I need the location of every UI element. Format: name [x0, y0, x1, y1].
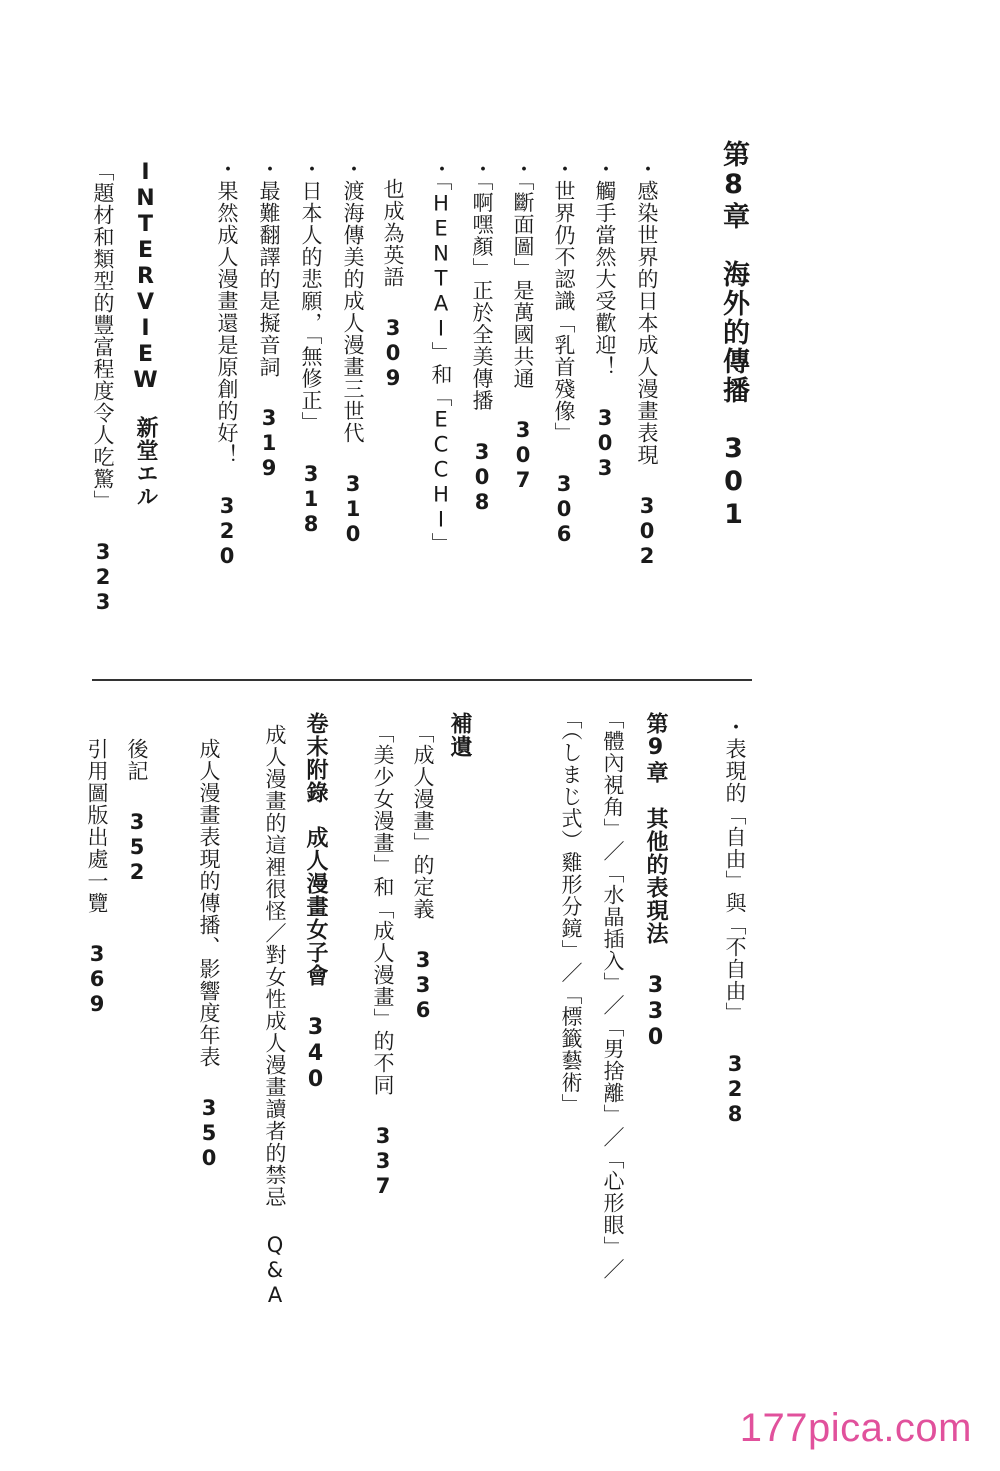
toc-item-page: 350	[197, 1096, 221, 1171]
appendix-line[interactable]	[264, 724, 285, 1308]
toc-item-text: ・「HENTAI」和「ECCHI」	[429, 158, 453, 555]
toc-item-page: 318	[299, 461, 323, 537]
toc-item-text: ・表現的「自由」與「不自由」	[723, 716, 747, 1024]
toc-item[interactable]	[382, 178, 403, 391]
toc-item-text: ・「啊嘿顏」正於全美傳播	[470, 158, 494, 412]
appendix-heading	[304, 712, 326, 1093]
watermark-text: 177pica.com	[739, 1406, 972, 1450]
appendix-line-text: 成人漫畫的這裡很怪／對女性成人漫畫讀者的禁忌 Q&A	[263, 724, 287, 1308]
toc-item[interactable]	[553, 158, 574, 547]
toc-item-page: 308	[470, 439, 494, 515]
toc-item-text: ・「斷面圖」是萬國共通	[511, 158, 535, 390]
toc-item-text: ・日本人的悲願，「無修正」	[299, 158, 323, 434]
section-divider	[92, 679, 752, 681]
toc-item-text: ・世界仍不認識「乳首殘像」	[552, 158, 576, 444]
toc-item-text: 成人漫畫表現的傳播、影響度年表	[197, 738, 221, 1068]
toc-item[interactable]	[92, 160, 113, 615]
toc-item[interactable]	[512, 158, 533, 493]
chapter9-heading	[644, 712, 666, 1051]
appendix-label: 卷末附錄	[303, 712, 328, 804]
interview-name: 新堂エル	[133, 416, 158, 508]
toc-item-page: 319	[257, 406, 281, 481]
chapter9-line-text: 「（しまじ式）雞形分鏡」／「標籤藝術」	[559, 708, 583, 1116]
toc-item-page: 309	[381, 316, 405, 391]
interview-page: 323	[91, 540, 115, 615]
appendix-page: 340	[303, 1015, 328, 1093]
toc-item[interactable]	[724, 716, 745, 1127]
chapter8-heading	[720, 140, 747, 532]
toc-item-text: ・最難翻譯的是擬音詞	[257, 158, 281, 378]
toc-item-page: 302	[635, 494, 659, 569]
chapter9-line[interactable]	[602, 708, 623, 1280]
toc-item-text: 「成人漫畫」的定義	[411, 722, 435, 920]
toc-item-page: 337	[371, 1124, 395, 1199]
toc-item[interactable]	[594, 158, 615, 481]
toc-item[interactable]	[372, 722, 393, 1199]
toc-item[interactable]	[300, 158, 321, 537]
toc-item-page: 307	[511, 417, 535, 493]
toc-item-text: 後記	[125, 738, 149, 782]
toc-item[interactable]	[412, 722, 433, 1023]
chapter9-page: 330	[643, 973, 668, 1051]
appendix-title: 成人漫畫女子會	[303, 826, 328, 987]
toc-item-page: 320	[215, 494, 239, 569]
interview-label: INTERVIEW	[133, 160, 158, 394]
toc-item-page: 306	[552, 472, 576, 547]
toc-item[interactable]	[198, 738, 219, 1171]
supplement-heading: 補遺	[447, 712, 472, 758]
interview-heading	[134, 160, 156, 508]
chapter9-title: 第9章 其他的表現法	[643, 712, 668, 945]
toc-item-page: 328	[723, 1052, 747, 1127]
toc-item-text: 「美少女漫畫」和「成人漫畫」的不同	[371, 722, 395, 1096]
toc-item-page: 310	[341, 472, 365, 547]
interview-title: 「題材和類型的豐富程度令人吃驚」	[91, 160, 115, 512]
toc-item[interactable]	[342, 158, 363, 547]
toc-item[interactable]	[258, 158, 279, 481]
toc-item[interactable]	[430, 158, 451, 555]
chapter8-page: 301	[718, 433, 749, 532]
toc-item[interactable]	[471, 158, 492, 515]
toc-item-text: ・感染世界的日本成人漫畫表現	[635, 158, 659, 466]
toc-item-page: 303	[593, 406, 617, 481]
toc-item-page: 369	[85, 942, 109, 1017]
toc-item-text: 引用圖版出處一覽	[85, 738, 109, 914]
toc-item-page: 352	[125, 810, 149, 885]
chapter9-line[interactable]	[560, 708, 581, 1116]
toc-item[interactable]	[86, 738, 107, 1017]
toc-item-text: ・渡海傳美的成人漫畫三世代	[341, 158, 365, 444]
toc-item-text: ・果然成人漫畫還是原創的好！	[215, 158, 239, 466]
toc-item-text: ・觸手當然大受歡迎！	[593, 158, 617, 378]
chapter8-title: 第8章 海外的傳播	[718, 140, 749, 405]
toc-item-page: 336	[411, 948, 435, 1023]
toc-item[interactable]	[216, 158, 237, 569]
chapter9-line-text: 「體內視角」／「水晶插入」／「男捨離」／「心形眼」／	[601, 708, 625, 1280]
toc-item-text: 也成為英語	[381, 178, 405, 288]
toc-item[interactable]	[126, 738, 147, 885]
toc-item[interactable]	[636, 158, 657, 569]
